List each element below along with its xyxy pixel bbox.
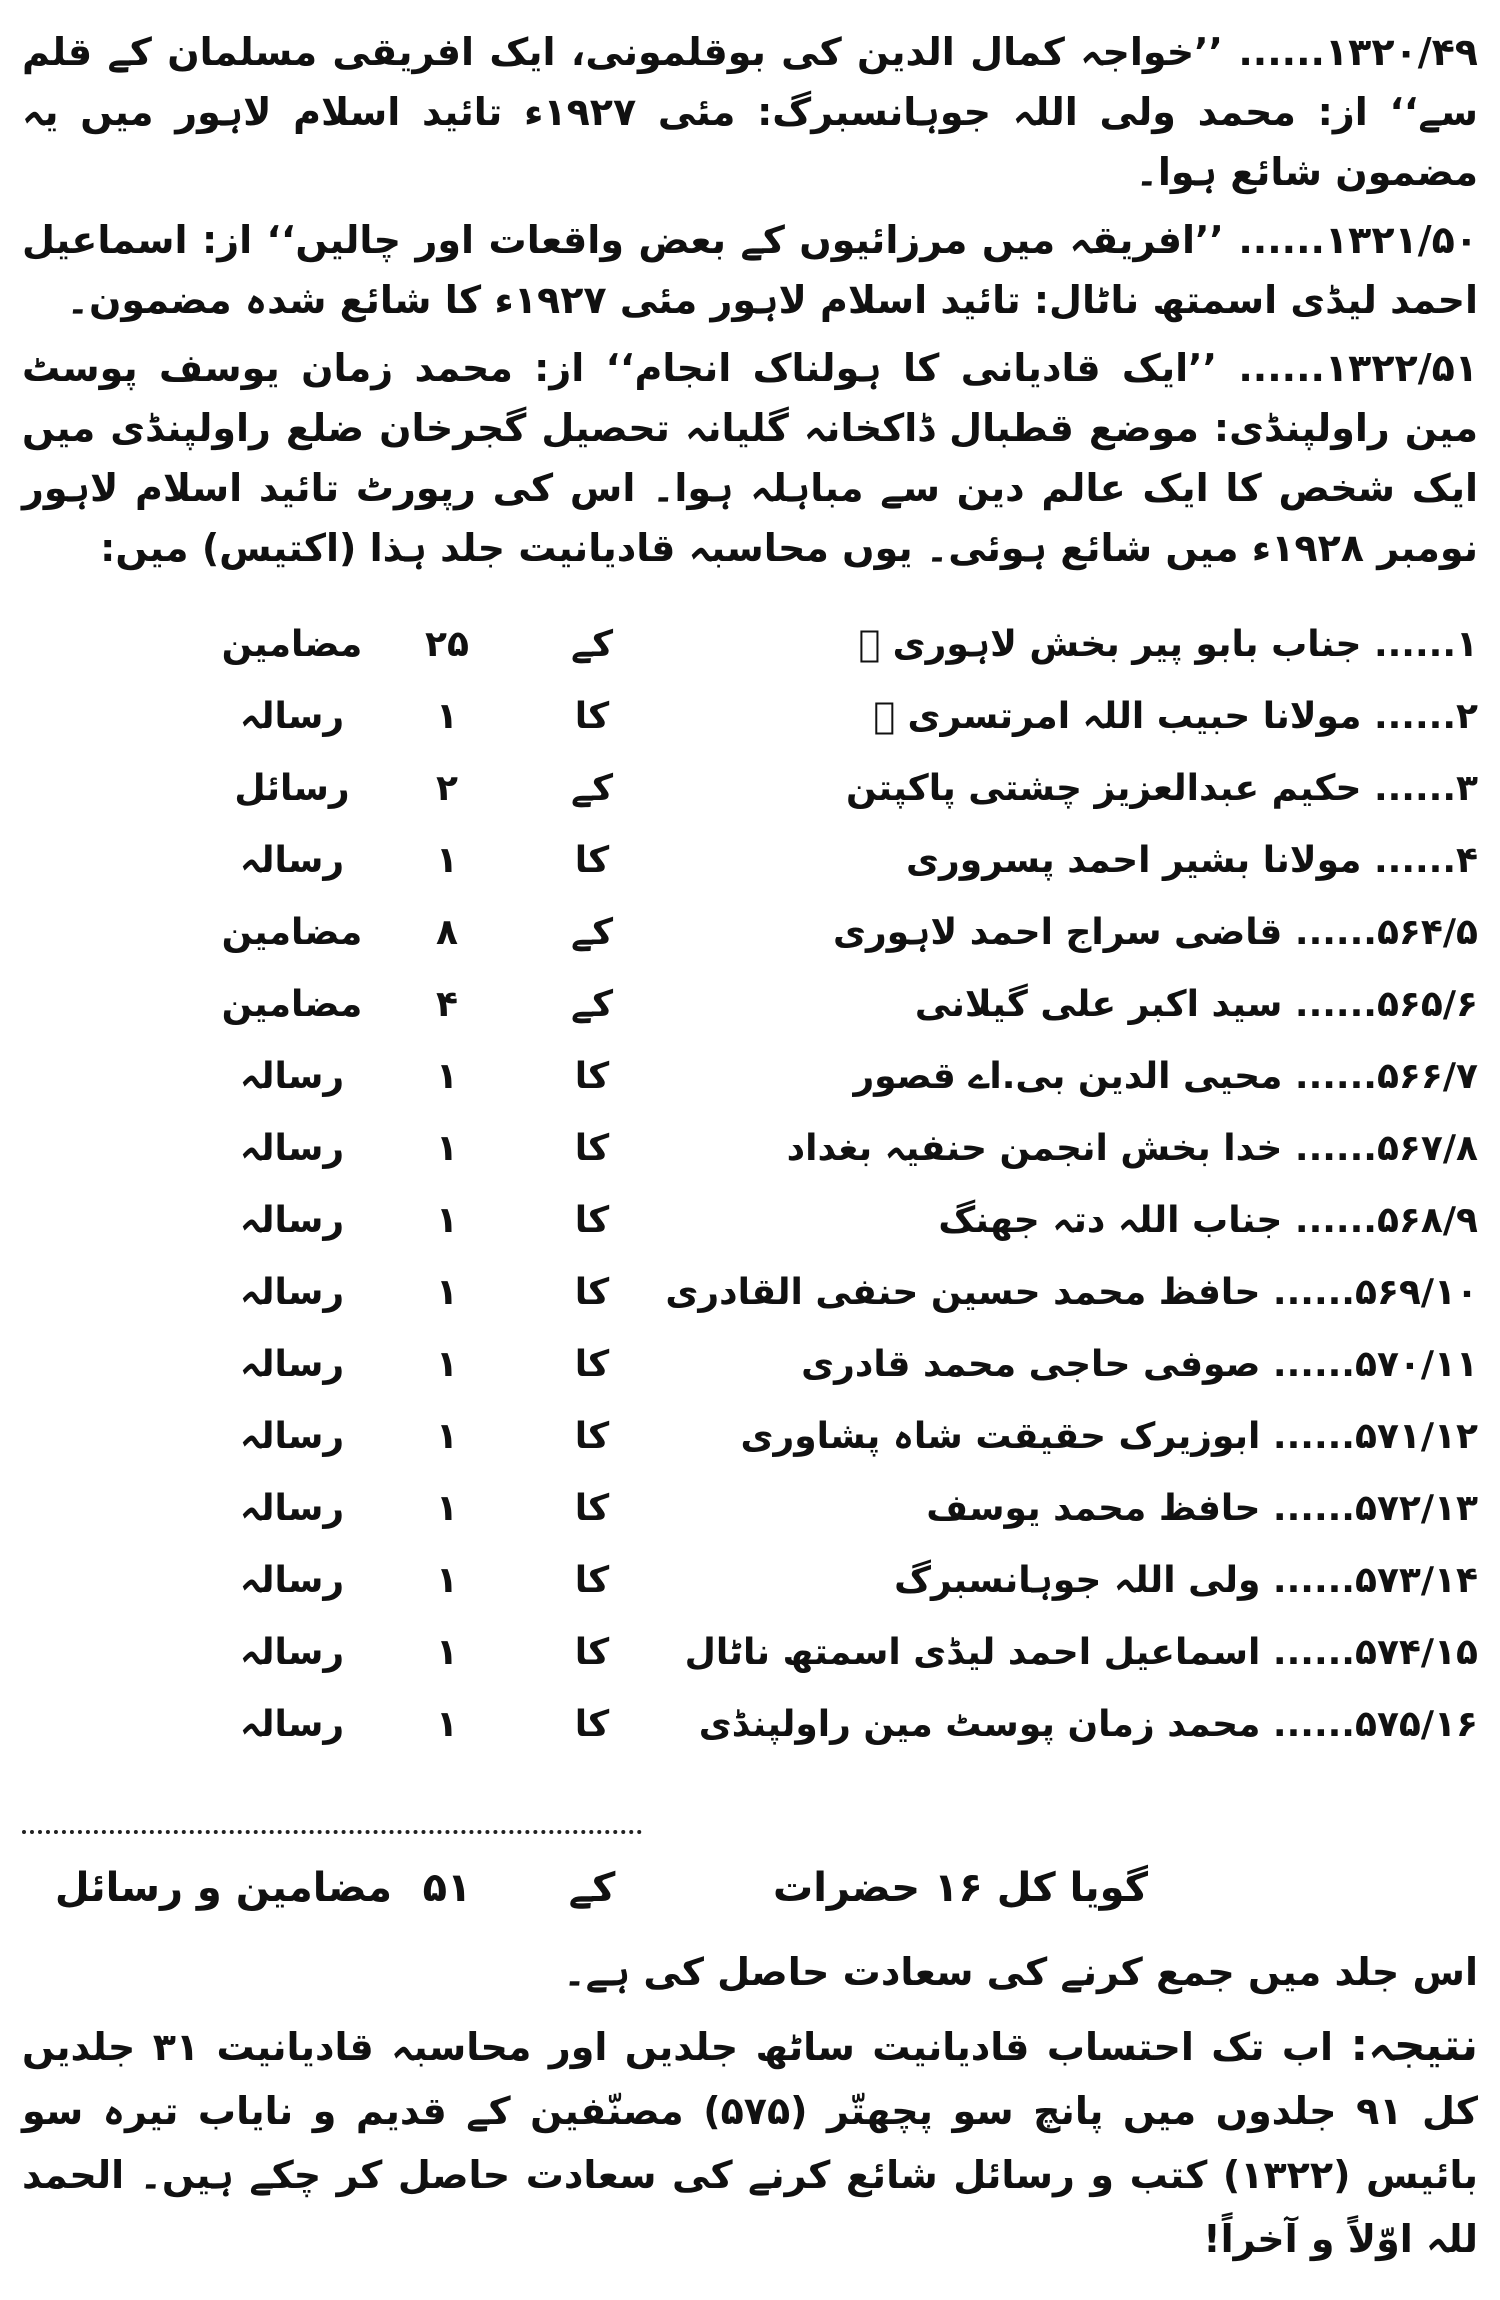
summary-row [22,1858,1478,1928]
table-row [22,1116,1478,1188]
conclusion-body: اب تک احتساب قادیانیت ساٹھ جلدیں اور محاسبہ قادیانیت ۳۱ جلدیں کل ۹۱ جلدوں میں پانچ سو پچھتّر (۵۷۵) مصنّفین کے قدیم و نایاب تیرہ سو بائیس (۱۳۲۲) کتب و رسائل شائع کرنے کی سعادت حاصل کر چکے ہیں۔ الحمد للہ اوّلاً و آخراً! [22,2025,1478,2261]
author-type: رسالہ [239,840,345,881]
author-type: مضامین [221,984,363,1025]
author-name: ۵۷۴/۱۵...... اسماعیل احمد لیڈی اسمتھ ناٹال [684,1632,1478,1673]
table-row [22,1620,1478,1692]
author-type: رسالہ [239,1704,345,1745]
author-name: ۵۷۳/۱۴...... ولی اللہ جوہانسبرگ [894,1560,1478,1601]
author-count: ۱ [436,1128,458,1169]
author-link-word: کا [574,1128,610,1169]
conclusion-paragraph [22,2014,1478,2271]
author-name: ۴...... مولانا بشیر احمد پسروری [906,840,1478,881]
author-name: ۵۶۷/۸...... خدا بخش انجمن حنفیہ بغداد [786,1128,1478,1169]
entry-paragraph-1320: ۱۳۲۰/۴۹...... ’’خواجہ کمال الدین کی بوقلمونی، ایک افریقی مسلمان کے قلم سے‘‘ از: محمد ولی اللہ جوہانسبرگ: مئی ۱۹۲۷ء تائید اسلام لاہور میں یہ مضمون شائع ہوا۔ [22,30,1478,194]
author-count: ۱ [436,1056,458,1097]
author-type: رسالہ [239,1344,345,1385]
author-link-word: کا [574,696,610,737]
table-row [22,1692,1478,1764]
table-row [22,1548,1478,1620]
author-count: ۲۵ [425,624,469,665]
author-count: ۱ [436,1488,458,1529]
author-link-word: کا [574,840,610,881]
author-type: رسالہ [239,1128,345,1169]
author-count: ۱ [436,696,458,737]
author-name: ۳...... حکیم عبدالعزیز چشتی پاکپتن [846,768,1478,809]
author-type: رسائل [234,768,350,809]
table-row [22,756,1478,828]
table-row [22,972,1478,1044]
closing-section [22,1942,1478,2271]
author-link-word: کے [570,624,614,665]
author-name: ۵۶۵/۶...... سید اکبر علی گیلانی [914,984,1478,1025]
author-link-word: کے [570,984,614,1025]
dotted-divider [22,1830,642,1834]
author-link-word: کا [574,1056,610,1097]
author-name: ۵۷۵/۱۶...... محمد زمان پوسٹ مین راولپنڈی [698,1704,1478,1745]
author-type: مضامین [221,912,363,953]
author-count: ۲ [436,768,458,809]
table-row [22,1404,1478,1476]
author-link-word: کا [574,1272,610,1313]
summary-count: ۵۱ [422,1865,472,1911]
author-type: رسالہ [239,1416,345,1457]
table-row [22,1332,1478,1404]
table-row [22,900,1478,972]
author-link-word: کا [574,1344,610,1385]
author-type: رسالہ [239,1272,345,1313]
author-link-word: کے [570,912,614,953]
author-link-word: کا [574,1416,610,1457]
author-count: ۱ [436,1560,458,1601]
author-link-word: کا [574,1200,610,1241]
author-link-word: کے [570,768,614,809]
author-link-word: کا [574,1704,610,1745]
summary-link: کے [568,1865,616,1911]
author-count: ۱ [436,1704,458,1745]
author-link-word: کا [574,1560,610,1601]
document-page [22,22,1478,2278]
entry-paragraph-1322: ۱۳۲۲/۵۱...... ’’ایک قادیانی کا ہولناک انجام‘‘ از: محمد زمان یوسف پوسٹ مین راولپنڈی: موضع قطبال ڈاکخانہ گلیانہ تحصیل گجرخان ضلع راولپنڈی میں ایک شخص کا ایک عالم دین سے مباہلہ ہوا۔ اس کی رپورٹ تائید اسلام لاہور نومبر ۱۹۲۸ء میں شائع ہوئی۔ یوں محاسبہ قادیانیت جلد ہذا (اکتیس) میں: [22,346,1478,570]
author-count: ۱ [436,1344,458,1385]
summary-type: مضامین و رسائل [54,1865,392,1911]
author-count: ۸ [436,912,458,953]
table-row [22,612,1478,684]
author-name: ۵۶۴/۵...... قاضی سراج احمد لاہوری [832,912,1478,953]
author-type: رسالہ [239,1488,345,1529]
author-count: ۱ [436,1200,458,1241]
author-type: رسالہ [239,696,345,737]
author-count: ۱ [436,840,458,881]
author-name: ۵۶۶/۷...... محیی الدین بی.اے قصور [853,1056,1478,1097]
author-link-word: کا [574,1488,610,1529]
table-row [22,684,1478,756]
author-name: ۲...... مولانا حبیب اللہ امرتسری ﷫ [873,696,1478,737]
summary-label: گویا کل ۱۶ حضرات [773,1865,1148,1911]
table-row [22,1044,1478,1116]
author-type: رسالہ [239,1560,345,1601]
author-count: ۱ [436,1272,458,1313]
author-count: ۱ [436,1416,458,1457]
author-type: رسالہ [239,1056,345,1097]
author-type: رسالہ [239,1632,345,1673]
table-row [22,1188,1478,1260]
author-name: ۵۷۰/۱۱...... صوفی حاجی محمد قادری [801,1344,1478,1385]
author-count: ۱ [436,1632,458,1673]
author-type: رسالہ [239,1200,345,1241]
table-row [22,1476,1478,1548]
entry-paragraph-1321: ۱۳۲۱/۵۰...... ’’افریقہ میں مرزائیوں کے بعض واقعات اور چالیں‘‘ از: اسماعیل احمد لیڈی اسمتھ ناٹال: تائید اسلام لاہور مئی ۱۹۲۷ء کا شائع شدہ مضمون۔ [22,218,1478,322]
table-row [22,1260,1478,1332]
author-type: مضامین [221,624,363,665]
author-name: ۵۶۸/۹...... جناب اللہ دتہ جھنگ [938,1200,1478,1241]
author-count: ۴ [436,984,458,1025]
author-link-word: کا [574,1632,610,1673]
author-name: ۵۷۲/۱۳...... حافظ محمد یوسف [926,1488,1478,1529]
table-row [22,828,1478,900]
author-name: ۵۷۱/۱۲...... ابوزیرک حقیقت شاہ پشاوری [740,1416,1478,1457]
authors-table [22,612,1478,1764]
conclusion-heading: نتیجہ: [1350,2020,1478,2071]
author-name: ۵۶۹/۱۰...... حافظ محمد حسین حنفی القادری [665,1272,1478,1313]
closing-sentence: اس جلد میں جمع کرنے کی سعادت حاصل کی ہے۔ [563,1950,1478,1994]
author-name: ۱...... جناب بابو پیر بخش لاہوری ﷫ [858,624,1478,665]
